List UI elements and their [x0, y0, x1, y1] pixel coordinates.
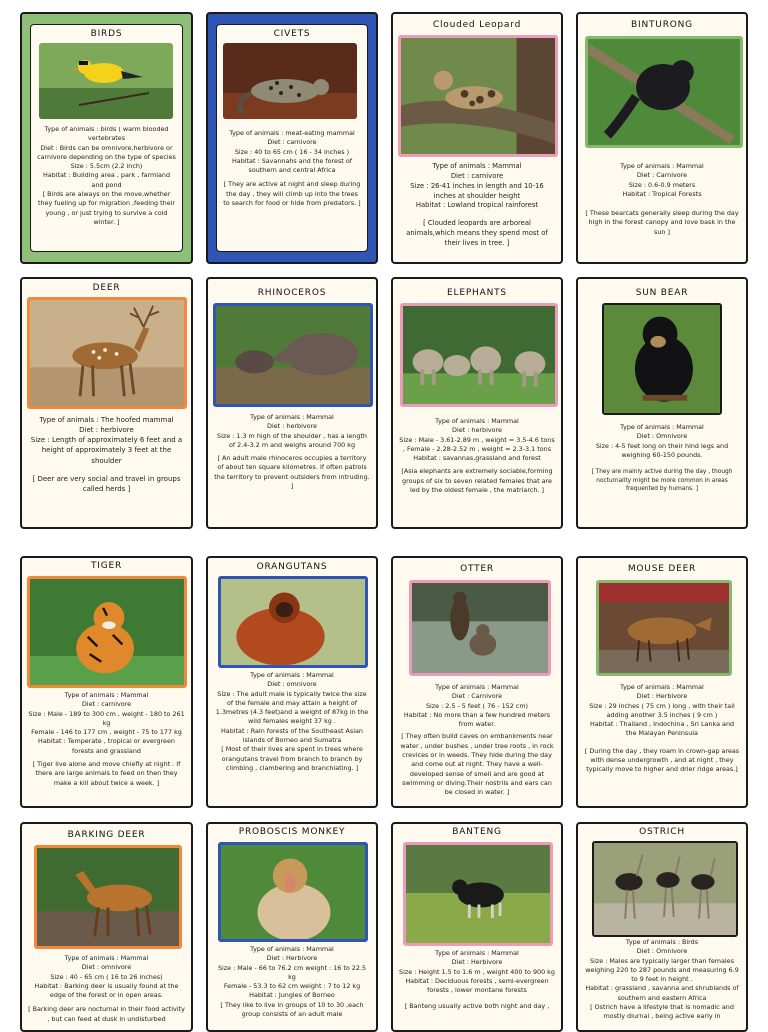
info-line: Habitat : Building area , park , farmland and pond [42, 171, 171, 189]
card-birds [20, 12, 193, 264]
info-line: Habitat : Rain forests of the Southeast Asian islands of Borneo and Sumatra [221, 726, 363, 744]
info-line: Diet : carnivore [81, 700, 132, 709]
rhinoceros-image [216, 306, 370, 406]
info-note: [ Banteng usually active both night and day , [404, 1002, 550, 1011]
card-rhinoceros [206, 277, 378, 529]
binturong-photo [585, 36, 743, 148]
card-title: ELEPHANTS [447, 288, 507, 298]
orangutans-image [221, 579, 365, 667]
card-banteng [391, 822, 563, 1032]
info-line: Diet : Omnivore [636, 947, 688, 956]
info-line: Habitat : Barking deer is usually found at the edge of the forest or in open areas. [34, 981, 179, 1000]
card-title: BIRDS [90, 29, 123, 39]
clouded-leopard-photo [398, 35, 558, 157]
elephants-image [403, 306, 555, 406]
card-mouse-deer [576, 556, 748, 808]
info-line: Diet : herbivore [267, 422, 317, 431]
info-line: Type of animals : Mammal [250, 671, 334, 679]
info-line: Size : 29 inches ( 75 cm ) long , with their tail adding another 3.5 inches ( 9 cm ) [589, 701, 735, 719]
info-line: Size : 4-5 feet long on their hind legs and weighing 60-150 pounds. [595, 441, 729, 459]
card-orangutans [206, 556, 378, 808]
card-title: PROBOSCIS MONKEY [238, 827, 346, 837]
card-tiger [20, 556, 193, 808]
deer-image [30, 300, 184, 408]
card-description [399, 683, 555, 797]
card-description [584, 162, 740, 237]
proboscis-monkey-image [221, 845, 365, 941]
info-line: Habitat : No more than a few hundred meters from water. [403, 710, 551, 729]
card-description [584, 683, 740, 775]
proboscis-monkey-photo [218, 842, 368, 942]
card-title: CIVETS [273, 29, 311, 39]
card-description [399, 417, 555, 495]
clouded-leopard-image [401, 38, 555, 155]
mouse-deer-photo [596, 580, 732, 676]
info-line: Size : 1.3 m high of the shoulder , has a length of 2.4-3.2 m and weighs around 700 kg [217, 431, 367, 449]
info-line: Diet : Birds can be omnivore,herbivore or carnivore depending on the type of species [37, 143, 176, 161]
info-line: Diet : Omnivore [636, 432, 688, 441]
banteng-photo [403, 842, 553, 946]
card-title: SUN BEAR [635, 288, 689, 298]
card-description [399, 949, 555, 1012]
info-note: [ Barking deer are nocturnal in their food activity , but can feed at dusk in undisturbed [28, 1005, 185, 1023]
info-note: [ They are mainly active during the day , though nocturnality might be more common in areas frequented by humans. ] [591, 469, 733, 492]
info-line: Habitat : grassland , savanna and shrublands of southern and eastern Africa [585, 984, 739, 1002]
info-note: [ They often build caves on embankments near water , under bushes , under tree roots , in rock crevices or in weeds. They hide during the day and come out at night. They have a well-developed sense of smell and are good at swimming or diving.Their nostrils and ears can be closed in water. ] [400, 732, 554, 797]
card-elephants [391, 277, 563, 529]
binturong-image [588, 39, 740, 147]
info-line: Diet : omnivore [81, 963, 132, 972]
info-line: Habitat : Deciduous forests , semi-evergreen forests , lower montane forests [405, 976, 549, 995]
banteng-image [406, 845, 550, 945]
info-note: [ Clouded leopards are arboreal animals,which means they spend most of their lives in tree. ] [406, 219, 548, 247]
otter-image [412, 583, 548, 675]
tiger-image [30, 579, 184, 687]
info-note: [ An adult male rhinoceros occupies a territory of about ten square kilometres. If often patrols the territory to prevent outsiders from intruding. ] [214, 454, 370, 490]
info-line: Habitat : savannas,grassland and forest [413, 454, 541, 463]
info-line: Size : 2.5 - 5 feet ( 76 - 152 cm) [425, 701, 529, 710]
ostrich-image [594, 843, 736, 936]
info-line: Type of animals : Mammal [64, 691, 149, 699]
card-description [28, 954, 185, 1024]
info-line: Habitat : Thailand , Indochina , Sri Lanka and the Malayan Peninsula [589, 720, 735, 738]
card-description [28, 691, 185, 788]
info-note: [ Ostrich have a lifestyle that is nomadic and mostly diurnal , being active early in [590, 1002, 734, 1021]
info-line: Type of animals : Mammal [620, 683, 704, 691]
card-title: Clouded Leopard [432, 20, 522, 30]
info-line: Size : 0.6-0.9 meters [628, 180, 696, 189]
info-line: Type of animals : meat-eating mammal [229, 129, 355, 137]
orangutans-photo [218, 576, 368, 668]
sun-bear-image [604, 305, 720, 413]
rhinoceros-photo [213, 303, 373, 407]
info-line: Type of animals : Mammal [250, 413, 334, 421]
info-line: Size : Males are typically larger than females weighing 220 to 287 pounds and measuring 6.9 to 9 feet in height . [585, 956, 739, 984]
barking-deer-photo [34, 845, 182, 949]
card-barking-deer [20, 822, 193, 1032]
card-clouded-leopard [391, 12, 563, 264]
card-ostrich [576, 822, 748, 1032]
bird-photo [39, 43, 173, 119]
card-proboscis-monkey [206, 822, 378, 1032]
info-line: Type of animals : The hoofed mammal [39, 416, 174, 424]
info-line: Diet : Herbivore [266, 954, 318, 963]
info-line: Type of animals : Mammal [64, 954, 149, 962]
card-description [28, 415, 185, 494]
info-line: Type of animals : Mammal [620, 423, 704, 431]
civet-image [223, 43, 357, 119]
info-line: Diet : Carnivore [451, 692, 503, 701]
card-binturong [576, 12, 748, 264]
info-line: Type of animals : Mammal [620, 162, 704, 170]
info-line: Diet : herbivore [79, 426, 134, 435]
info-line: Diet : Herbivore [636, 692, 688, 701]
info-line: Female - 53.3 to 62 cm weight : 7 to 12 kg [223, 982, 361, 991]
info-note: [ These bearcats generally sleep during the day high in the forest canopy and love bask in the sun ] [585, 209, 739, 236]
bird-image [39, 43, 173, 119]
card-title: RHINOCEROS [257, 288, 327, 298]
info-note: [ Birds are always on the move,whether they fueling up for migration ,feeding their young , or just trying to survive a cold winter. ] [37, 189, 176, 226]
card-title: MOUSE DEER [627, 564, 697, 574]
civet-photo [223, 43, 357, 119]
info-note: [ Most of their lives are spent in trees where orangutans travel from branch to branch by climbing , clambering and branchiating. ] [221, 745, 363, 772]
card-description [584, 938, 740, 1022]
card-description [223, 129, 361, 208]
info-note: [ They are active at night and sleep during the day , they will climb up into the trees to search for food or hide from predators. ] [223, 180, 361, 207]
card-description [37, 125, 176, 227]
card-title: BANTENG [452, 827, 502, 837]
card-civets [206, 12, 378, 264]
info-line: Habitat : Lowland tropical rainforest [415, 201, 539, 210]
card-title: OTTER [460, 564, 494, 574]
info-line: Type of animals : Mammal [432, 162, 522, 170]
info-note: [ During the day , they roam in crown-gap areas with dense undergrowth , and at night , they typically move to higher and drier ridge areas.] [584, 746, 740, 774]
otter-photo [409, 580, 551, 676]
deer-photo [27, 297, 187, 409]
info-line: Size : The adult male is typically twice the size of the female and may attain a height of 1.3metres (4.3 feet)and a weight of 87kg in the wild females weight 37 kg . [215, 689, 369, 726]
card-otter [391, 556, 563, 808]
info-line: Type of animals : Mammal [250, 945, 334, 953]
ostrich-photo [592, 841, 738, 937]
card-title: BINTURONG [631, 20, 693, 30]
card-description [214, 945, 370, 1019]
info-line: Habitat : Temperate , tropical or evergreen forests and grassland [38, 737, 175, 755]
info-line: Diet : omnivore [267, 680, 317, 689]
info-note: [ They like to live in groups of 10 to 30 ,each group consists of an adult male [220, 1000, 364, 1018]
info-line: Size : Male - 66 to 76.2 cm weight : 16 to 22.5 kg [217, 963, 367, 981]
card-title: BARKING DEER [67, 830, 146, 840]
info-line: Size : 5.5cm (2.2 inch) [70, 162, 143, 171]
elephants-photo [400, 303, 558, 407]
info-line: Diet : herbivore [452, 426, 502, 435]
card-sun-bear [576, 277, 748, 529]
info-line: Habitat : Savannahs and the forest of southern and central Africa [232, 156, 352, 175]
info-note: [Asia elephants are extremely sociable,forming groups of six to seven related females that are led by the oldest female , the matriarch. ] [401, 467, 553, 494]
card-description [584, 423, 740, 493]
info-line: Habitat : Tropical Forests [622, 189, 702, 198]
info-line: Type of animals : Birds [625, 938, 699, 946]
info-line: Diet : carnivore [450, 171, 504, 180]
info-line: Type of animals : Mammal [435, 949, 519, 957]
info-line: Diet : Carnivore [636, 171, 688, 180]
card-inner [30, 24, 183, 252]
info-line: Size : Male - 189 to 300 cm , weight - 180 to 261 kg [28, 709, 185, 727]
info-line: Size : Male - 3.61-2.89 m , weight = 3.5-4.6 tons , Female - 2.28-2.52 m , weight = 2.3-3.1 tons [399, 435, 555, 453]
info-line: Size : 40 to 65 cm ( 16 - 34 inches ) [234, 147, 350, 156]
barking-deer-image [37, 848, 179, 948]
card-title: OSTRICH [639, 827, 685, 837]
card-description [399, 162, 555, 249]
info-line: Diet : carnivore [267, 138, 317, 147]
card-description [214, 413, 370, 491]
card-description [214, 671, 370, 773]
card-inner [216, 24, 368, 252]
mouse-deer-image [599, 583, 729, 675]
info-line: Size : Height 1.5 to 1.6 m , weight 400 to 900 kg [399, 967, 555, 976]
tiger-photo [27, 576, 187, 688]
info-line: Size : 40 - 65 cm ( 16 to 26 inches) [50, 972, 163, 981]
info-line: Type of animals : birds ( warm blooded vertebrates [44, 125, 169, 143]
card-title: DEER [92, 283, 121, 293]
info-line: Type of animals : Mammal [435, 683, 519, 691]
card-title: TIGER [90, 561, 123, 571]
info-line: Diet : Herbivore [451, 958, 503, 967]
info-line: Size : Length of approximately 6 feet and a height of approximately 3 feet at the shoulder [30, 436, 183, 465]
card-deer [20, 277, 193, 529]
info-line: Habitat : Jungles of Borneo [249, 991, 335, 1000]
card-title: ORANGUTANS [256, 562, 328, 572]
info-note: [ Tiger live alone and move chiefly at night . If there are large animals to feed on then they make a kill about twice a week. ] [32, 759, 181, 787]
sun-bear-photo [602, 303, 722, 415]
info-line: Female - 146 to 177 cm , weight - 75 to 177 kg [31, 728, 182, 737]
info-note: [ Deer are very social and travel in groups called herds ] [32, 474, 181, 493]
info-line: Size : 26-41 inches in length and 10-16 inches at shoulder height [410, 181, 544, 200]
info-line: Type of animals : Mammal [435, 417, 519, 425]
